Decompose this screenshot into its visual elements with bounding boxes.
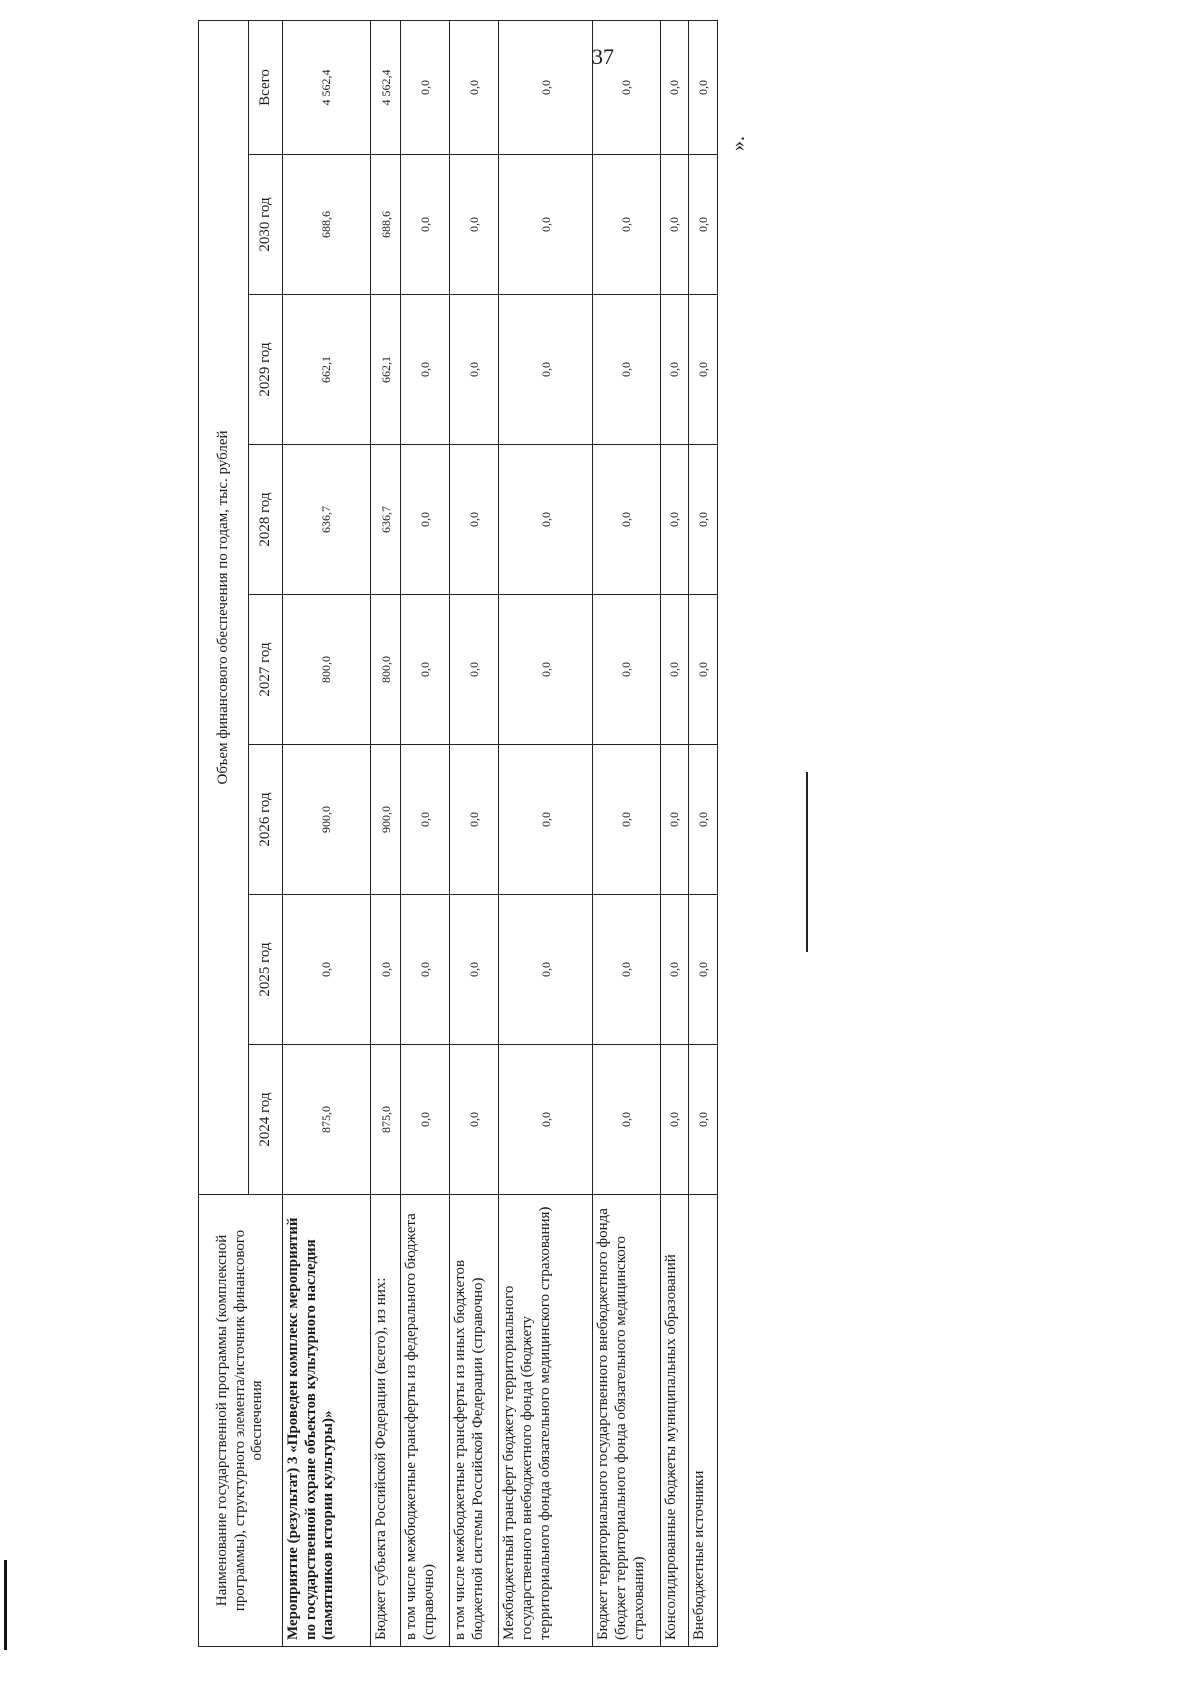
row-value: 0,0 [283,895,371,1045]
year-header: 2025 год [249,895,283,1045]
row-value: 0,0 [660,20,689,154]
row-value: 0,0 [450,745,499,895]
row-value: 0,0 [593,1045,660,1195]
row-value: 688,6 [370,155,401,295]
header-group-cell: Объем финансового обеспечения по годам, тыс. рублей [199,20,249,1194]
row-value: 0,0 [689,595,718,745]
row-value: 0,0 [593,155,660,295]
row-value: 0,0 [593,295,660,445]
row-value: 0,0 [401,295,450,445]
table-row [283,20,371,1646]
row-name: Консолидированные бюджеты муниципальных образований [660,1195,689,1647]
row-name: Межбюджетный трансферт бюджету территориального государственного внебюджетного фонда (бюджету территориального фонда обязательного медицинского страхования) [499,1195,593,1647]
row-value: 0,0 [689,295,718,445]
row-value: 662,1 [283,295,371,445]
row-value: 662,1 [370,295,401,445]
row-value: 0,0 [660,295,689,445]
total-header: Всего [249,20,283,154]
row-value: 0,0 [401,1045,450,1195]
row-value: 0,0 [450,595,499,745]
row-value: 800,0 [283,595,371,745]
row-value: 0,0 [401,155,450,295]
row-value: 0,0 [689,745,718,895]
table-row [450,20,499,1646]
row-value: 0,0 [660,895,689,1045]
row-value: 0,0 [593,445,660,595]
row-name: Бюджет территориального государственного внебюджетного фонда (бюджет территориального фонда обязательного медицинского страхования) [593,1195,660,1647]
margin-scan-mark [4,1560,7,1650]
row-name: в том числе межбюджетные трансферты из федерального бюджета (справочно) [401,1195,450,1647]
row-value: 875,0 [283,1045,371,1195]
row-value: 875,0 [370,1045,401,1195]
row-name: в том числе межбюджетные трансферты из иных бюджетов бюджетной системы Российской Федерации (справочно) [450,1195,499,1647]
year-header: 2028 год [249,445,283,595]
row-value: 0,0 [450,20,499,154]
row-value: 0,0 [593,745,660,895]
row-value: 0,0 [660,745,689,895]
row-value: 800,0 [370,595,401,745]
row-value: 0,0 [370,895,401,1045]
table-row [689,20,718,1646]
header-name-cell: Наименование государственной программы (комплексной программы), структурного элемента/источник финансового обеспечения [199,1195,283,1647]
row-value: 0,0 [499,20,593,154]
table-row [593,20,660,1646]
row-value: 0,0 [401,895,450,1045]
year-header: 2026 год [249,745,283,895]
row-value: 0,0 [660,155,689,295]
row-value: 4 562,4 [283,20,371,154]
row-value: 0,0 [593,20,660,154]
row-value: 0,0 [689,1045,718,1195]
year-header: 2027 год [249,595,283,745]
row-value: 0,0 [499,595,593,745]
row-value: 0,0 [401,20,450,154]
row-name: Мероприятие (результат) 3 «Проведен комплекс мероприятий по государственной охране объектов культурного наследия (памятников истории культуры)» [283,1195,371,1647]
table-row [499,20,593,1646]
row-value: 0,0 [499,295,593,445]
row-value: 688,6 [283,155,371,295]
row-value: 0,0 [689,895,718,1045]
row-value: 0,0 [593,595,660,745]
year-header: 2029 год [249,295,283,445]
closing-quote-mark: ». [727,136,749,151]
row-value: 0,0 [499,895,593,1045]
row-value: 0,0 [401,445,450,595]
row-value: 4 562,4 [370,20,401,154]
row-value: 0,0 [450,295,499,445]
row-value: 0,0 [401,595,450,745]
row-value: 636,7 [283,445,371,595]
table-row [401,20,450,1646]
row-value: 0,0 [499,745,593,895]
row-value: 0,0 [660,1045,689,1195]
row-value: 0,0 [450,155,499,295]
row-value: 0,0 [689,445,718,595]
year-header: 2030 год [249,155,283,295]
rotated-table-container [198,71,718,1647]
row-value: 0,0 [499,155,593,295]
row-value: 0,0 [689,20,718,154]
row-name: Внебюджетные источники [689,1195,718,1647]
row-value: 0,0 [660,595,689,745]
row-value: 0,0 [450,1045,499,1195]
page-number: 37 [592,44,614,69]
row-value: 0,0 [450,895,499,1045]
table-header-row [199,20,249,1646]
year-header: 2024 год [249,1045,283,1195]
row-value: 0,0 [593,895,660,1045]
row-value: 636,7 [370,445,401,595]
row-value: 0,0 [660,445,689,595]
table-row [660,20,689,1646]
separator-line [806,772,808,952]
row-value: 900,0 [370,745,401,895]
row-value: 0,0 [689,155,718,295]
row-value: 0,0 [499,1045,593,1195]
row-value: 0,0 [450,445,499,595]
table-row [370,20,401,1646]
row-value: 0,0 [401,745,450,895]
row-value: 900,0 [283,745,371,895]
row-value: 0,0 [499,445,593,595]
financing-table [198,20,718,1647]
row-name: Бюджет субъекта Российской Федерации (всего), из них: [370,1195,401,1647]
